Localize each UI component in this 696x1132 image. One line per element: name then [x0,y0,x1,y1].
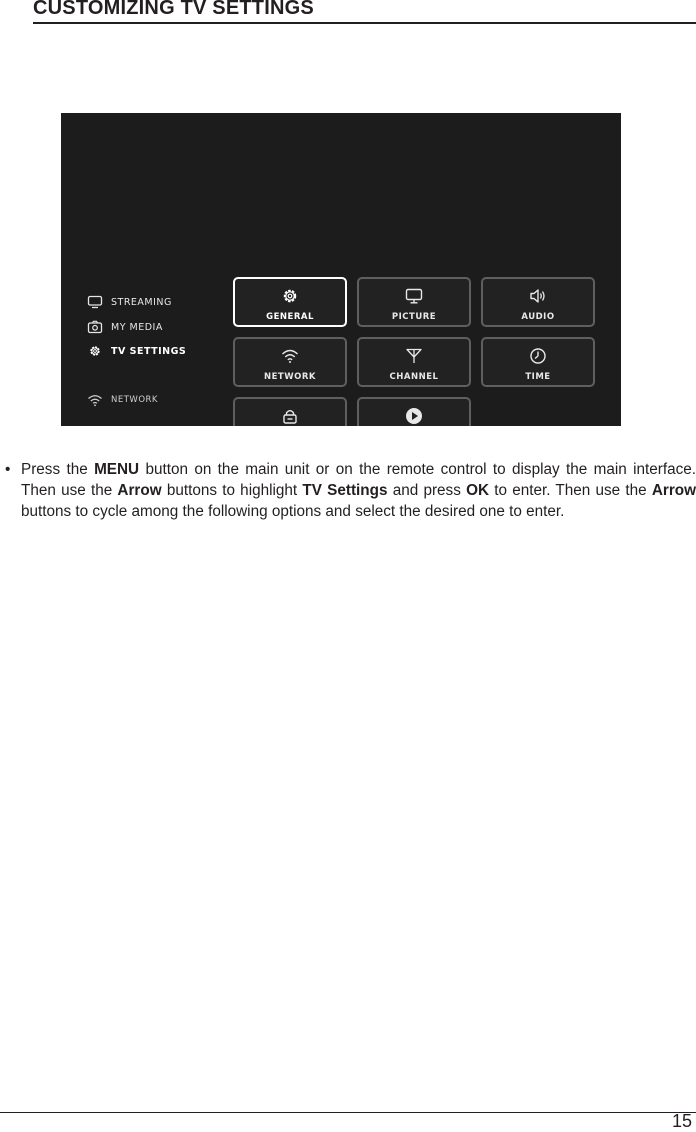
sidebar-item-tv-settings[interactable] [87,344,186,358]
tile-time[interactable] [481,337,595,387]
sidebar-item-label: NETWORK [111,395,158,405]
tile-label: TIME [525,372,551,382]
wifi-icon [87,393,103,407]
clock-icon [529,347,547,365]
text: buttons to cycle among the following options and select the desired one to enter. [21,503,565,520]
tile-general[interactable] [233,277,347,327]
tile-audio[interactable] [481,277,595,327]
footer-rule [0,1112,696,1113]
page-number: 15 [671,1111,692,1131]
sidebar-item-my-media[interactable] [87,320,163,334]
tile-label: CHANNEL [389,372,439,382]
arrow-keyword: Arrow [117,482,162,499]
sidebar-item-network[interactable] [87,393,158,407]
gear-icon [87,344,103,358]
tile-lock[interactable] [233,397,347,426]
tile-label: AUDIO [521,312,555,322]
text: button on the main unit or on the remote control to display the main interface. Then use the [21,461,696,499]
page-header [33,0,696,24]
arrow-keyword: Arrow [651,482,696,499]
text: buttons to highlight [161,482,303,499]
camera-icon [87,320,103,334]
sidebar-item-label: MY MEDIA [111,321,163,333]
lock-icon [281,407,299,425]
bullet: • [5,461,11,478]
text: to enter. Then use the [489,482,652,499]
wifi-icon [281,347,299,365]
tile-channel[interactable] [357,337,471,387]
tile-label: PICTURE [391,312,437,322]
tv-icon [87,295,103,309]
sidebar-item-label: TV SETTINGS [111,345,187,357]
tile-play[interactable] [357,397,471,426]
speaker-icon [529,287,547,305]
sidebar-item-label: STREAMING [111,296,172,308]
play-circle-icon [405,407,423,425]
tile-label: NETWORK [264,372,316,382]
tile-network[interactable] [233,337,347,387]
gear-icon [281,287,299,305]
page-title: CUSTOMIZING TV SETTINGS [33,0,314,19]
tv-settings-keyword: TV Settings [302,482,388,499]
monitor-icon [405,287,423,305]
text: and press [387,482,467,499]
tv-screen [61,113,621,426]
sidebar-item-streaming[interactable] [87,295,172,309]
tile-label: GENERAL [266,312,314,322]
ok-keyword: OK [466,482,490,499]
text: Press the [21,461,95,478]
tile-picture[interactable] [357,277,471,327]
menu-keyword: MENU [94,461,140,478]
instruction-paragraph [21,459,696,522]
antenna-icon [405,347,423,365]
